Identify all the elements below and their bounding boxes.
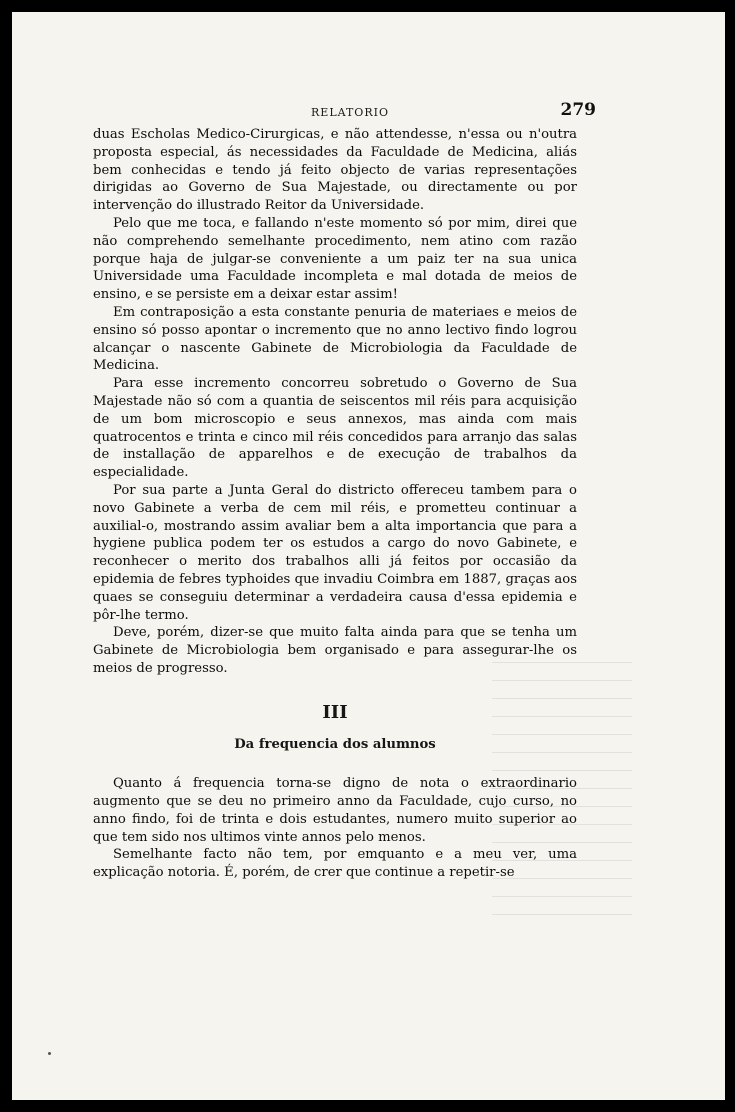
paragraph: Semelhante facto não tem, por emquanto e a meu ver, uma explicação notoria. É, porém, de crer que continue a repetir-se: [93, 847, 577, 881]
section-number: III: [322, 701, 348, 723]
page-body: [93, 126, 577, 882]
section-title: Da frequencia dos alumnos: [234, 736, 436, 752]
paragraph: Em contraposição a esta constante penuria de materiaes e meios de ensino só posso apontar o incremento que no anno lectivo findo logrou alcançar o nascente Gabinete de Microbiologia da Faculdade de Medicina.: [93, 304, 577, 374]
paragraph: duas Escholas Medico-Cirurgicas, e não attendesse, n'essa ou n'outra proposta especial, ás necessidades da Faculdade de Medicina, aliás bem conhecidas e tendo já feito objecto de varias representações dirigidas ao Governo de Sua Majestade, ou directamente ou por intervenção do illustrado Reitor da Universidade.: [93, 127, 577, 214]
paragraph: Pelo que me toca, e fallando n'este momento só por mim, direi que não comprehendo semelhante procedimento, nem atino com razão porque haja de julgar-se conveniente a um paiz ter na sua unica Universidade uma Faculdade incompleta e mal dotada de meios de ensino, e se persiste em a deixar estar assim!: [93, 215, 577, 303]
paragraph: Por sua parte a Junta Geral do districto offereceu tambem para o novo Gabinete a verba de cem mil réis, e prometteu continuar a auxilial-o, mostrando assim avaliar bem a alta importancia que para a hygiene publica podem ter os estudos a cargo do novo Gabinete, e reconhecer o merito dos trabalhos alli já feitos por occasião da epidemia de febres typhoides que invadiu Coimbra em 1887, graças aos quaes se conseguiu determinar a verdadeira causa d'essa epidemia e pôr-lhe termo.: [93, 482, 577, 623]
paragraph: Deve, porém, dizer-se que muito falta ainda para que se tenha um Gabinete de Microbiologia bem organisado e para assegurar-lhe os meios de progresso.: [93, 625, 577, 676]
page-number: 279: [560, 100, 596, 120]
running-title: RELATORIO: [311, 106, 389, 119]
paragraph: Para esse incremento concorreu sobretudo o Governo de Sua Majestade não só com a quantia de seiscentos mil réis para acquisição de um bom microscopio e seus annexos, mas ainda com mais quatrocentos e trinta e cinco mil réis concedidos para arranjo das salas de installação de apparelhos e de execução de trabalhos da especialidade.: [93, 376, 577, 481]
page-header: [104, 100, 596, 128]
paper-speck: [48, 1052, 51, 1055]
paragraph: Quanto á frequencia torna-se digno de nota o extraordinario augmento que se deu no primeiro anno da Faculdade, cujo curso, no anno findo, foi de trinta e dois estudantes, numero muito superior ao que tem sido nos ultimos vinte annos pelo menos.: [93, 776, 577, 845]
